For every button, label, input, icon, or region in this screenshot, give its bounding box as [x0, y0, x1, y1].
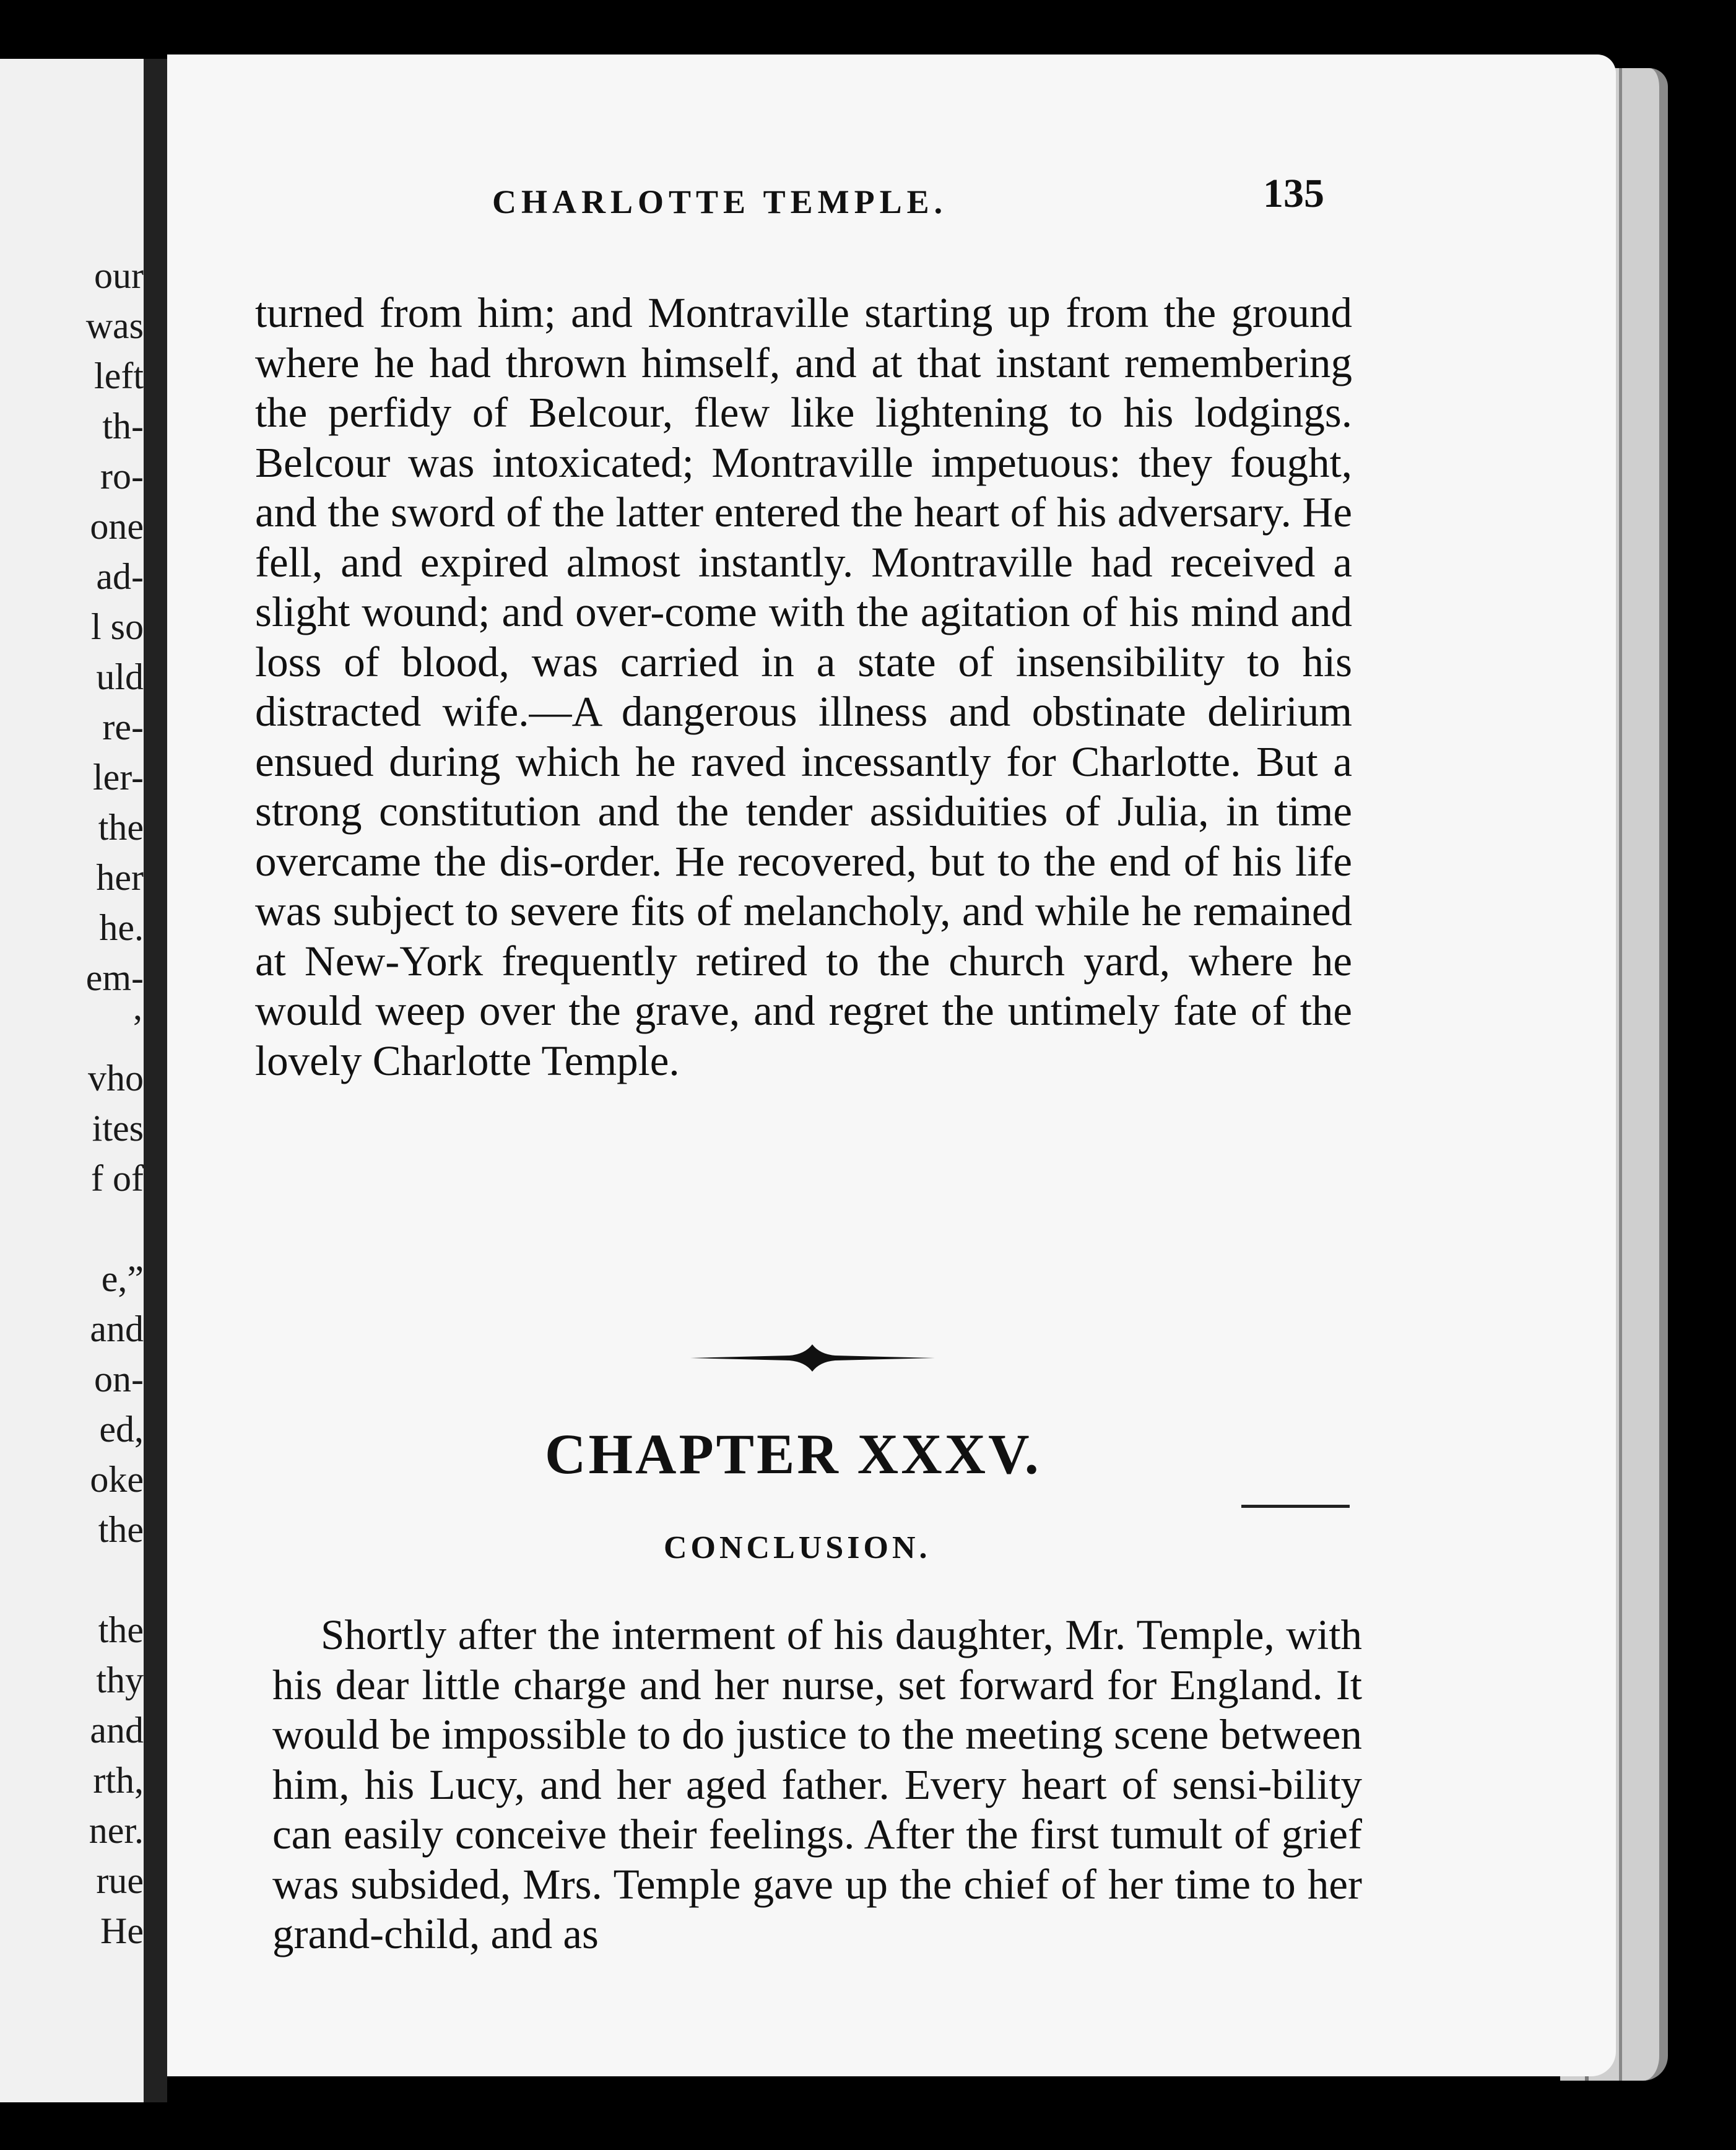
- left-page-fragment: our: [94, 255, 144, 296]
- chapter-title: CHAPTER XXXV.: [545, 1422, 1041, 1486]
- left-page-fragment: ro-: [100, 456, 144, 497]
- left-page-fragment: her: [96, 857, 144, 898]
- left-page-fragment: he.: [99, 907, 144, 948]
- left-page-fragment: was: [85, 305, 144, 346]
- left-page-fragment: thy: [96, 1660, 144, 1700]
- previous-page-sliver: [0, 59, 144, 2102]
- left-page-fragment: uld: [96, 656, 144, 697]
- left-page-fragment: the: [98, 1509, 144, 1550]
- page-number: 135: [1263, 171, 1324, 216]
- left-page-fragment: and: [90, 1710, 144, 1751]
- left-page-fragment: em-: [85, 957, 144, 998]
- left-page-fragment: f of: [91, 1158, 144, 1199]
- left-page-fragment: rue: [96, 1860, 144, 1901]
- left-page-fragment: ites: [92, 1108, 144, 1149]
- body-paragraph: turned from him; and Montraville starting up from the ground where he had thrown himself, and at that instant remembering the perfidy of Belcour, flew like lightening to his lodgings. Belcour was intoxicated; Montraville impetuous: they fought, and the sword of the latter entered the heart of his adversary. He fell, and expired almost instantly. Montraville had received a slight wound; and over-come with the agitation of his mind and loss of blood, was carried in a state of insensibility to his distracted wife.—A dangerous illness and obstinate delirium ensued during which he raved incessantly for Charlotte. But a strong constitution and the tender assiduities of Julia, in time overcame the dis-order. He recovered, but to the end of his life was subject to severe fits of melancholy, and while he remained at New-York frequently retired to the church yard, where he would weep over the grave, and regret the untimely fate of the lovely Charlotte Temple.: [255, 289, 1352, 1084]
- left-page-fragment: on-: [94, 1359, 144, 1399]
- left-page-fragment: re-: [102, 707, 144, 747]
- left-page-fragment: the: [98, 1609, 144, 1650]
- left-page-fragment: ler-: [92, 757, 144, 798]
- ornament-divider: [690, 1341, 935, 1375]
- left-page-fragment: vho: [88, 1058, 144, 1099]
- left-page-fragment: e,”: [101, 1258, 144, 1299]
- left-page-fragment: ed,: [99, 1409, 144, 1450]
- left-page-fragment: th-: [102, 406, 144, 446]
- left-page-fragment: ner.: [89, 1810, 144, 1851]
- left-page-fragment: left: [94, 355, 144, 396]
- body-paragraph-2: Shortly after the interment of his daughter, Mr. Temple, with his dear little charge and her nurse, set forward for England. It would be impossible to do justice to the meeting scene between him, his Lucy, and her aged father. Every heart of sensi-bility can easily conceive their feelings. After the first tumult of grief was subsided, Mrs. Temple gave up the chief of her time to her grand-child, and as: [272, 1611, 1362, 1957]
- left-page-fragment: one: [90, 506, 144, 547]
- short-rule: [1241, 1505, 1350, 1508]
- left-page-fragment: and: [90, 1308, 144, 1349]
- left-page-fragment: oke: [90, 1459, 144, 1500]
- left-page-fragment: rth,: [93, 1760, 144, 1801]
- left-page-fragment: the: [98, 807, 144, 848]
- left-page-fragment: He: [100, 1910, 144, 1951]
- left-page-fragment: l so: [90, 606, 144, 647]
- running-head: CHARLOTTE TEMPLE.: [492, 183, 948, 220]
- book-gutter: [144, 59, 167, 2102]
- left-page-fragment: ad-: [96, 556, 144, 597]
- left-page-fragment: ’: [131, 1008, 144, 1048]
- chapter-subtitle: CONCLUSION.: [664, 1530, 931, 1565]
